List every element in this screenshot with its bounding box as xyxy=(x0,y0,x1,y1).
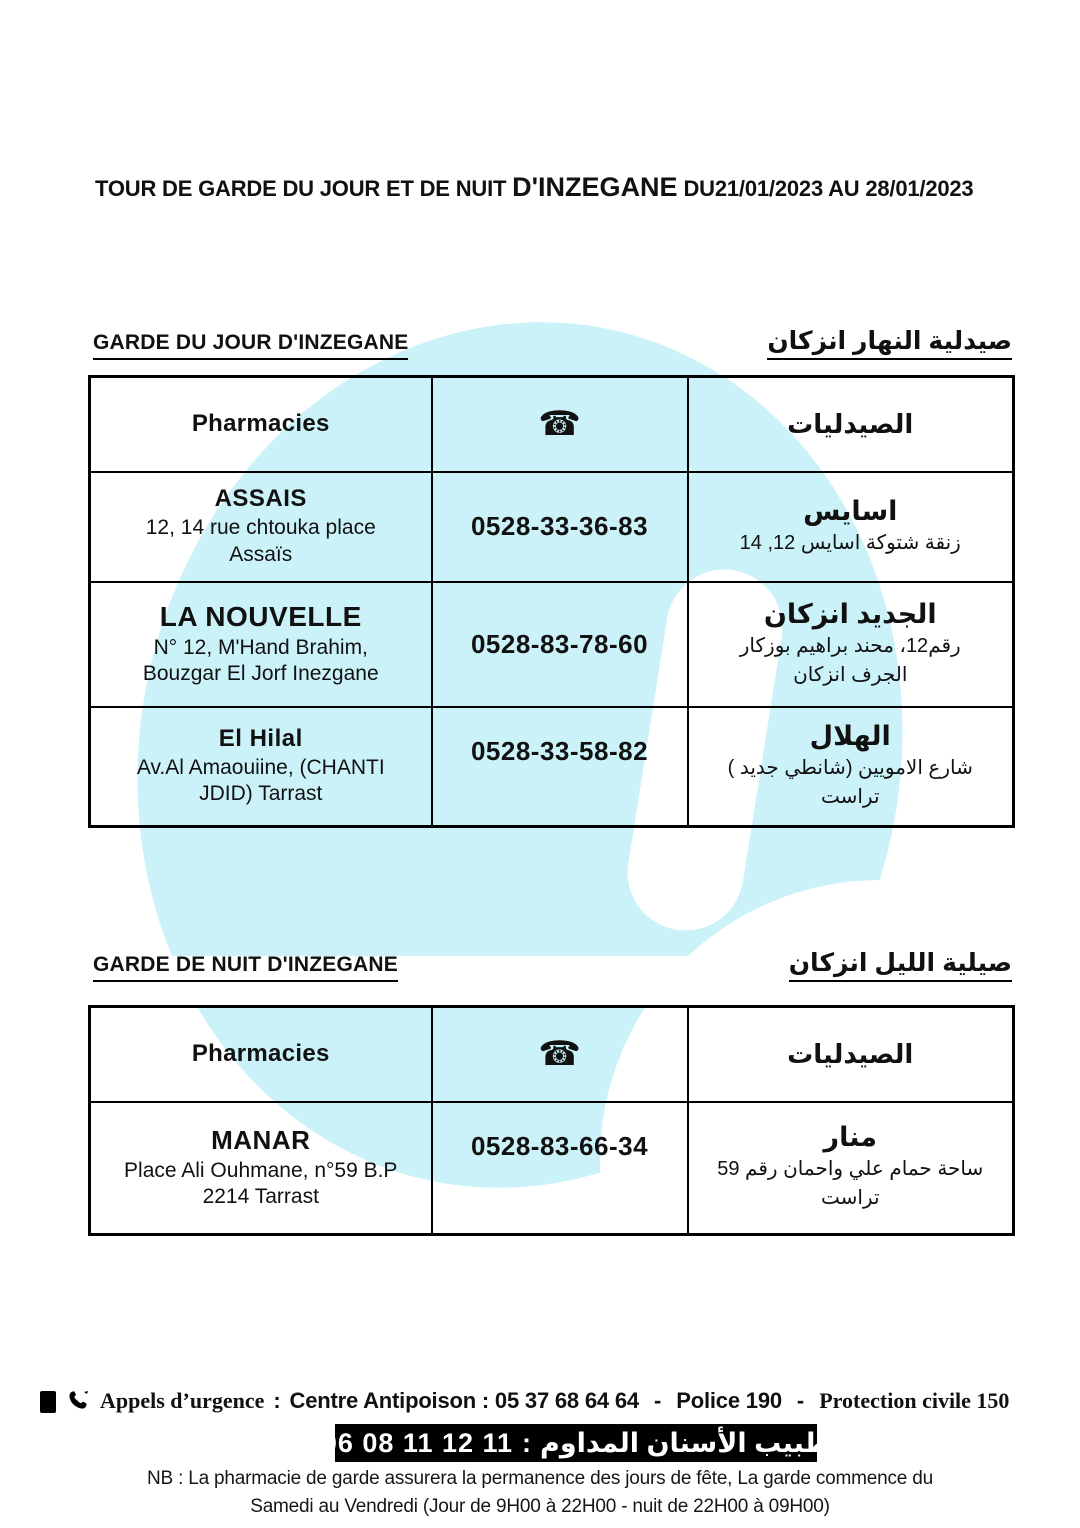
pharmacy-name: LA NOUVELLE xyxy=(159,600,362,632)
pharmacy-cell xyxy=(90,472,432,582)
pharmacy-name-ar: اسايس xyxy=(803,495,898,526)
pharmacy-address: Place Ali Ouhmane, n°59 B.P 2214 Tarrast xyxy=(124,1159,398,1209)
dentist-phone-number: 06 08 11 12 11 xyxy=(321,1427,514,1458)
emergency-numbers-line xyxy=(40,1386,1050,1415)
day-section-heading xyxy=(93,326,1012,360)
antipoison-number: Centre Antipoison : 05 37 68 64 64 xyxy=(289,1387,639,1413)
pharmacy-address: N° 12, M'Hand Brahim, Bouzgar El Jorf Inezgane xyxy=(142,635,379,685)
table-row xyxy=(90,707,1014,827)
page-title xyxy=(95,172,1040,203)
pharmacy-cell xyxy=(90,1102,432,1235)
phone-handset-icon xyxy=(65,1388,91,1417)
pharmacy-cell-ar xyxy=(688,472,1014,582)
day-header-row xyxy=(90,377,1014,472)
pharmacy-name: MANAR xyxy=(211,1125,311,1155)
pharmacy-address: 12, 14 rue chtouka place Assaïs xyxy=(145,516,376,566)
title-city: D'INZEGANE xyxy=(512,172,678,202)
night-heading-ar: صيلية الليل انزكان xyxy=(789,948,1012,982)
pharmacy-cell-ar xyxy=(688,1102,1014,1235)
pharmacy-cell-ar xyxy=(688,707,1014,827)
pharmacy-phone: 0528-83-66-34 xyxy=(470,1130,649,1161)
night-header-row xyxy=(90,1007,1014,1102)
column-header-pharmacies: Pharmacies xyxy=(191,1040,330,1068)
pharmacy-address-ar: زنقة شتوكة اسايس 12, 14 xyxy=(739,531,961,554)
night-pharmacies-table xyxy=(88,1005,1015,1236)
title-prefix: TOUR DE GARDE DU JOUR ET DE NUIT xyxy=(95,176,513,201)
dash: - xyxy=(796,1387,805,1413)
day-heading-ar: صيدلية النهار انزكان xyxy=(767,326,1012,360)
pharmacy-name-ar: الجديد انزكان xyxy=(763,598,937,629)
day-heading-fr: GARDE DU JOUR D'INZEGANE xyxy=(93,331,408,360)
pharmacy-name-ar: الهلال xyxy=(809,720,891,751)
table-row xyxy=(90,472,1014,582)
pharmacy-name: El Hilal xyxy=(218,725,303,752)
telephone-icon: ☎ xyxy=(538,405,581,444)
pharmacy-address: Av.Al Amaouiine, (CHANTI JDID) Tarrast xyxy=(136,756,385,806)
pharmacy-cell xyxy=(90,582,432,707)
night-section-heading xyxy=(93,948,1012,982)
table-row xyxy=(90,1102,1014,1235)
dash: - xyxy=(653,1387,662,1413)
dentist-separator: : xyxy=(522,1427,532,1458)
column-header-pharmacies-ar: الصيدليات xyxy=(787,1038,914,1069)
pharmacy-name-ar: منار xyxy=(823,1122,877,1153)
protection-civile-number: Protection civile 150 xyxy=(819,1387,1010,1413)
pharmacy-address-ar: ساحة حمام علي واحمان رقم 59 تراست xyxy=(717,1158,984,1210)
night-heading-fr: GARDE DE NUIT D'INZEGANE xyxy=(93,953,398,982)
pharmacy-name: ASSAIS xyxy=(214,485,307,513)
mobile-phone-icon xyxy=(40,1391,56,1413)
pharmacy-address-ar: رقم12، محند براهيم بوزكار الجرف انزكان xyxy=(739,634,961,686)
pharmacy-cell xyxy=(90,707,432,827)
police-number: Police 190 xyxy=(676,1387,782,1413)
title-dates: DU21/01/2023 AU 28/01/2023 xyxy=(677,176,974,201)
nb-note-line2: Samedi au Vendredi (Jour de 9H00 à 22H00 - nuit de 22H00 à 09H00) xyxy=(250,1496,830,1517)
pharmacy-phone: 0528-33-58-82 xyxy=(470,735,649,766)
pharmacy-address-ar: شارع الامويين (شانطي جديد ) تراست xyxy=(727,756,973,808)
nb-note-line1: NB : La pharmacie de garde assurera la permanence des jours de fête, La garde commence du xyxy=(147,1468,933,1489)
pharmacy-cell-ar xyxy=(688,582,1014,707)
table-row xyxy=(90,582,1014,707)
column-header-pharmacies: Pharmacies xyxy=(191,410,330,438)
dentist-label-ar: طبيب الأسنان المداوم xyxy=(540,1427,831,1458)
telephone-icon: ☎ xyxy=(538,1035,581,1074)
pharmacy-phone: 0528-33-36-83 xyxy=(470,511,649,541)
day-pharmacies-table xyxy=(88,375,1015,828)
emergency-label: Appels d’urgence xyxy=(100,1387,265,1413)
emergency-separator: : xyxy=(273,1387,281,1413)
dentist-on-duty-bar xyxy=(321,1424,831,1462)
column-header-pharmacies-ar: الصيدليات xyxy=(787,408,914,439)
pharmacy-phone: 0528-83-78-60 xyxy=(470,628,649,659)
